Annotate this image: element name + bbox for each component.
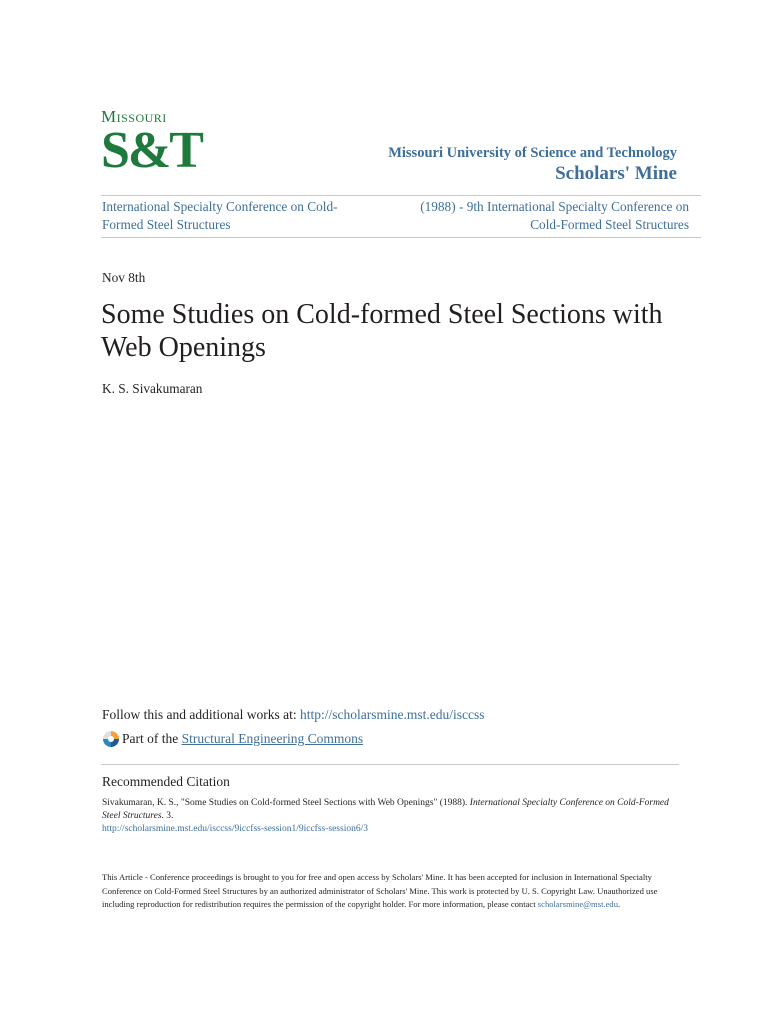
bepress-commons-icon (102, 730, 120, 748)
citation-url-link[interactable]: http://scholarsmine.mst.edu/isccss/9iccfss-session1/9iccfss-session6/3 (102, 824, 368, 834)
notice-end: . (618, 899, 621, 909)
event-link[interactable]: (1988) - 9th International Specialty Conference on Cold-Formed Steel Structures (420, 199, 689, 232)
citation-divider (101, 764, 679, 765)
citation-plain: Sivakumaran, K. S., "Some Studies on Cold-formed Steel Sections with Web Openings" (1988). (102, 798, 468, 808)
missouri-st-logo (101, 107, 202, 186)
part-of-line (102, 730, 363, 748)
citation-text (102, 797, 682, 823)
article-author: K. S. Sivakumaran (102, 381, 203, 396)
citation-journal: International Specialty Conference on Cold-Formed Steel Structures (102, 798, 669, 821)
copyright-notice (102, 871, 682, 912)
header-divider (101, 195, 701, 196)
collection-link[interactable]: International Specialty Conference on Cold-Formed Steel Structures (102, 199, 338, 232)
follow-line (102, 707, 484, 723)
citation-end: . 3. (161, 811, 174, 821)
institution-header (388, 145, 677, 186)
follow-url-link[interactable]: http://scholarsmine.mst.edu/isccss (300, 707, 485, 722)
follow-label: Follow this and additional works at: (102, 707, 297, 722)
contact-email-link[interactable]: scholarsmine@mst.edu (537, 899, 619, 909)
citation-heading: Recommended Citation (102, 774, 230, 789)
article-title: Some Studies on Cold-formed Steel Sections with Web Openings (101, 299, 663, 363)
commons-link[interactable]: Structural Engineering Commons (181, 731, 364, 746)
repository-name[interactable]: Scholars' Mine (555, 163, 677, 184)
nav-divider (101, 237, 701, 238)
notice-text: This Article - Conference proceedings is brought to you for free and open access by Scholars' Mine. It has been accepted for inclusion in International Specialty Conference on Cold-Formed Steel Structures by an authorized administrator of Scholars' Mine. This work is protected by U. S. Copyright Law. Unauthorized use including reproduction for redistribution requires the permission of the copyright holder. For more information, please contact (102, 872, 658, 909)
part-of-label: Part of the (122, 731, 179, 746)
logo-main-text: S&T (101, 122, 202, 179)
institution-name[interactable]: Missouri University of Science and Technology (388, 145, 677, 161)
article-date: Nov 8th (102, 270, 146, 285)
logo-top-text: Missouri (101, 107, 167, 126)
